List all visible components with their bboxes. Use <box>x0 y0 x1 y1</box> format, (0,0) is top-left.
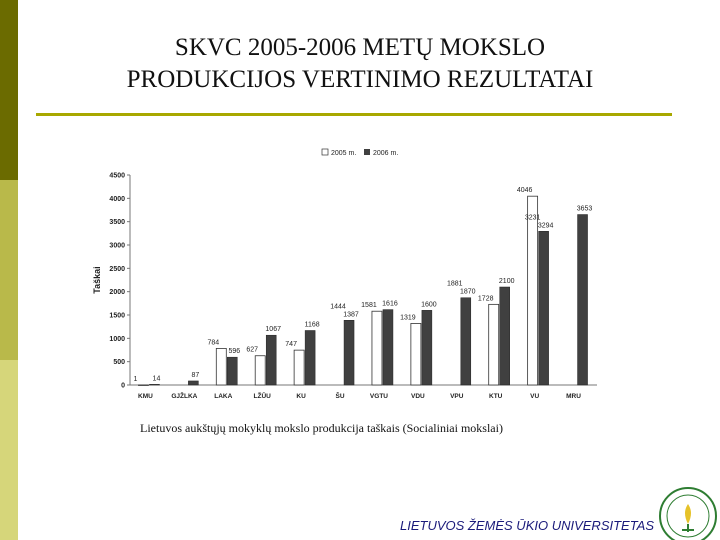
x-tick-label: LAKA <box>214 393 233 400</box>
y-tick-label: 3500 <box>109 219 125 227</box>
chart-caption: Lietuvos aukštųjų mokyklų mokslo produkcija taškais (Socialiniai mokslai) <box>140 421 503 435</box>
x-tick-label: GJŽLKA <box>171 393 198 400</box>
bar-label-2005: 1581 <box>361 302 377 310</box>
bar-2005 <box>294 350 304 385</box>
bar-label-2005: 1728 <box>477 295 494 303</box>
bar-2006 <box>422 310 432 385</box>
bar-annotation: 1444 <box>330 303 346 311</box>
bar-2006 <box>305 330 315 385</box>
slide-title-line-1: SKVC 2005-2006 METŲ MOKSLO <box>174 34 546 61</box>
bar-2006 <box>266 335 276 385</box>
bar-2005 <box>528 196 538 385</box>
bar-2005 <box>411 323 421 385</box>
slide-title-line-2: PRODUKCIJOS VERTINIMO REZULTATAI <box>126 66 594 93</box>
bar-2006 <box>461 298 471 385</box>
bar-2006 <box>227 357 237 385</box>
bar-label-2005: 627 <box>246 346 259 354</box>
y-tick-label: 4000 <box>109 195 125 203</box>
bar-label-2006: 1387 <box>343 311 359 319</box>
bar-2005 <box>372 311 382 385</box>
bar-annotation: 3231 <box>524 214 541 222</box>
bar-label-2006: 3294 <box>537 222 554 230</box>
y-tick-label: 1500 <box>109 312 125 320</box>
bar-annotation: 1881 <box>447 280 463 288</box>
bar-label-2006: 87 <box>191 371 200 379</box>
x-tick-label: KU <box>296 393 306 400</box>
y-axis-label: Taškai <box>92 266 102 294</box>
bar-label-2005: 784 <box>207 339 220 347</box>
x-tick-label: VGTU <box>369 393 388 400</box>
university-footer: LIETUVOS ŽEMĖS ŪKIO UNIVERSITETAS <box>400 518 655 533</box>
x-tick-label: KTU <box>489 393 503 400</box>
y-tick-label: 2500 <box>109 265 125 273</box>
bar-2005 <box>138 385 148 386</box>
bar-label-2006: 3653 <box>576 205 593 213</box>
bar-2006 <box>383 310 393 385</box>
y-tick-label: 0 <box>121 382 125 390</box>
y-tick-label: 1000 <box>109 335 125 343</box>
bar-2006 <box>149 384 159 385</box>
bar-label-2005: 1 <box>133 375 138 383</box>
bar-label-2006: 596 <box>228 348 241 356</box>
x-tick-label: LŽŪU <box>253 393 271 400</box>
bar-2006 <box>578 215 588 385</box>
bar-label-2005: 4046 <box>516 187 533 195</box>
bar-2005 <box>255 356 265 385</box>
y-tick-label: 500 <box>113 359 125 367</box>
bar-label-2005: 747 <box>285 341 297 349</box>
bar-2006 <box>344 320 354 385</box>
bar-2006 <box>539 231 549 385</box>
x-tick-label: VDU <box>411 393 425 400</box>
bar-label-2006: 1168 <box>304 321 320 329</box>
legend-swatch-2006 <box>364 149 370 155</box>
legend-label-2005: 2005 m. <box>331 150 357 157</box>
x-tick-label: KMU <box>138 393 153 400</box>
bar-2006 <box>188 381 198 385</box>
bar-label-2006: 1600 <box>421 301 437 309</box>
y-tick-label: 2000 <box>109 289 125 297</box>
legend-swatch-2005 <box>322 149 328 155</box>
y-tick-label: 4500 <box>109 172 125 180</box>
bar-2005 <box>489 304 499 385</box>
legend-label-2006: 2006 m. <box>373 150 399 157</box>
bar-2005 <box>216 348 226 385</box>
y-tick-label: 3000 <box>109 242 125 250</box>
x-tick-label: VPU <box>450 393 464 400</box>
x-tick-label: MRU <box>566 393 581 400</box>
x-tick-label: ŠU <box>335 393 345 400</box>
bar-label-2006: 1616 <box>382 300 398 308</box>
x-tick-label: VU <box>530 393 540 400</box>
bar-2006 <box>500 287 510 385</box>
bar-label-2006: 1067 <box>265 326 281 334</box>
bar-label-2006: 1870 <box>460 288 476 296</box>
bar-label-2006: 14 <box>152 375 161 383</box>
university-seal-icon <box>656 480 720 540</box>
bar-label-2006: 2100 <box>498 278 515 285</box>
bar-label-2005: 1319 <box>400 314 416 322</box>
